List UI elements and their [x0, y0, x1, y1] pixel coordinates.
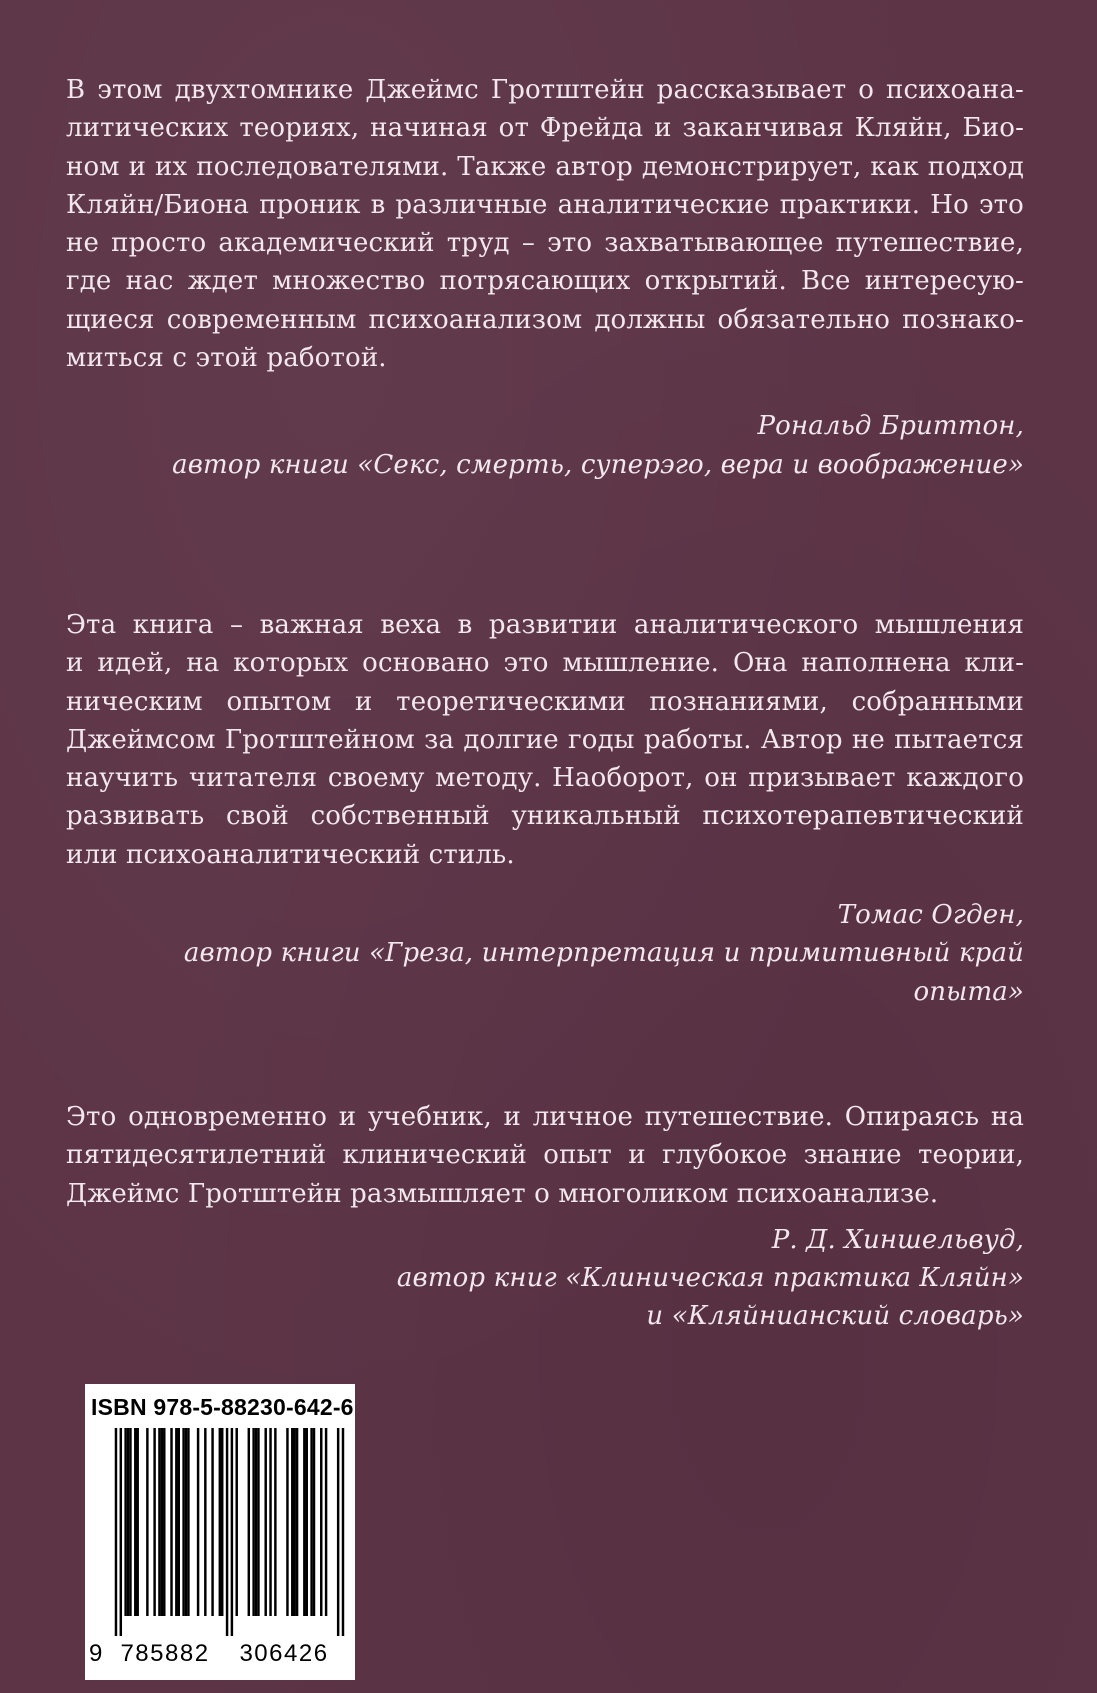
barcode-bars	[93, 1428, 349, 1636]
barcode-bar	[124, 1428, 126, 1616]
barcode-bar	[178, 1428, 180, 1616]
barcode-bar	[204, 1428, 206, 1616]
barcode-guard-bar	[231, 1428, 233, 1636]
review-line: Джеймс Гротштейн размышляет о многоликом психоанализе.	[66, 1178, 939, 1209]
barcode-bar	[211, 1428, 213, 1616]
barcode-bar	[153, 1428, 155, 1616]
review-line: щиеся современным психоанализом должны обязательно познако-	[66, 304, 1024, 335]
isbn-barcode	[85, 1384, 355, 1680]
barcode-digits-right: 306426	[239, 1640, 329, 1667]
review-line: литических теориях, начиная от Фрейда и заканчивая Кляйн, Био-	[66, 113, 1024, 144]
barcode-bar	[187, 1428, 189, 1616]
barcode-bar	[264, 1428, 266, 1616]
isbn-label: ISBN 978-5-88230-642-6	[91, 1394, 354, 1420]
review-text	[66, 71, 1024, 377]
barcode-bar	[136, 1428, 138, 1616]
review-line: где нас ждет множество потрясающих открытий. Все интересую-	[66, 266, 1024, 297]
barcode-bar	[182, 1428, 184, 1616]
barcode-guard-bar	[120, 1428, 122, 1636]
review-text	[66, 1098, 1024, 1213]
review-line: Эта книга – важная веха в развитии аналитического мышления	[66, 610, 1024, 640]
barcode-bar	[313, 1428, 315, 1616]
review-line: и идей, на которых основано это мышление. Она наполнена кли-	[66, 648, 1024, 679]
barcode-bar	[257, 1428, 259, 1616]
barcode-bar	[163, 1428, 165, 1616]
barcode-guard-bar	[115, 1428, 117, 1636]
review-line: Джеймсом Гротштейном за долгие годы работы. Автор не пытается	[66, 724, 1024, 755]
barcode-bar	[296, 1428, 298, 1616]
review-hinshelwood	[66, 1098, 1024, 1336]
barcode-bar	[274, 1428, 276, 1616]
review-text	[66, 606, 1024, 874]
barcode-guard-bar	[342, 1428, 344, 1636]
review-line: ническим опытом и теоретическими познаниями, собранными	[66, 686, 1024, 717]
barcode-bar	[146, 1428, 148, 1616]
attribution-author: Рональд Бриттон,	[757, 411, 1024, 442]
barcode-bar	[303, 1428, 305, 1616]
review-line: пятидесятилетний клинический опыт и глубокое знание теории,	[66, 1140, 1024, 1171]
barcode-bar	[325, 1428, 327, 1616]
barcode-bar	[306, 1428, 308, 1616]
attribution-author: Р. Д. Хиншельвуд,	[771, 1224, 1024, 1255]
barcode-bar	[310, 1428, 312, 1616]
attribution-book: и «Кляйнианский словарь»	[646, 1301, 1024, 1332]
barcode-bar	[291, 1428, 293, 1616]
review-line: или психоаналитический стиль.	[66, 839, 515, 870]
review-line: миться с этой работой.	[66, 343, 387, 374]
barcode-digits-left: 785882	[120, 1640, 210, 1667]
review-line: развивать свой собственный уникальный психотерапевтический	[66, 801, 1024, 832]
barcode-bar	[221, 1428, 223, 1616]
review-ogden	[66, 606, 1024, 1011]
barcode-bar	[129, 1428, 131, 1616]
barcode-guard-bar	[337, 1428, 339, 1636]
barcode-bar	[175, 1428, 177, 1616]
attribution-book: автор книг «Клиническая практика Кляйн»	[396, 1263, 1024, 1294]
barcode-bar	[286, 1428, 288, 1616]
barcode-bar	[320, 1428, 322, 1616]
barcode-guard-bar	[226, 1428, 228, 1636]
review-attribution	[66, 407, 1024, 484]
review-line: ном и их последователями. Также автор демонстрирует, как подход	[66, 151, 1024, 182]
review-attribution	[66, 1221, 1024, 1336]
review-line: научить читателя своему методу. Наоборот, он призывает каждого	[66, 763, 1024, 794]
review-line: В этом двухтомнике Джеймс Гротштейн рассказывает о психоана-	[66, 75, 1024, 105]
barcode-bar	[255, 1428, 257, 1616]
barcode-bar	[293, 1428, 295, 1616]
barcode-digit-first: 9	[89, 1640, 103, 1667]
review-line: Это одновременно и учебник, и личное путешествие. Опираясь на	[66, 1102, 1024, 1132]
barcode-bar	[134, 1428, 136, 1616]
attribution-book: автор книги «Секс, смерть, суперэго, вера и воображение»	[172, 449, 1024, 480]
barcode-bar	[161, 1428, 163, 1616]
attribution-author: Томас Огден,	[837, 900, 1024, 931]
review-line: Кляйн/Биона проник в различные аналитические практики. Но это	[66, 189, 1024, 220]
review-line: не просто академический труд – это захватывающее путешествие,	[66, 228, 1024, 259]
barcode-bar	[127, 1428, 129, 1616]
barcode-digits	[89, 1636, 351, 1672]
barcode-bar	[269, 1428, 271, 1616]
review-attribution	[66, 896, 1024, 1011]
barcode-bar	[197, 1428, 199, 1616]
barcode-bar	[219, 1428, 221, 1616]
review-britton	[66, 71, 1024, 484]
barcode-bar	[252, 1428, 254, 1616]
attribution-book: автор книги «Греза, интерпретация и примитивный край опыта»	[183, 938, 1024, 1007]
barcode-bar	[170, 1428, 172, 1616]
barcode-bar	[248, 1428, 250, 1616]
barcode-bar	[235, 1428, 237, 1616]
barcode-bar	[185, 1428, 187, 1616]
barcode-bar	[158, 1428, 160, 1616]
